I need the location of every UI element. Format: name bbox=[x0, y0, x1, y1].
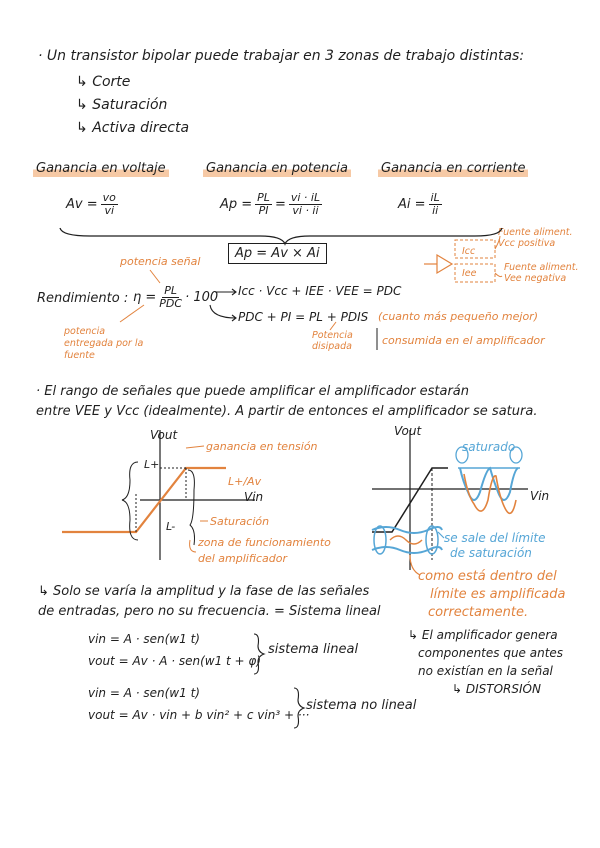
gain-current-title: Ganancia en corriente bbox=[378, 160, 528, 177]
numerator: vi · iL bbox=[290, 191, 321, 204]
denominator: vi bbox=[104, 204, 115, 217]
note-potencia-senal: potencia señal bbox=[120, 255, 201, 268]
range-line-1: · El rango de señales que puede amplificar el amplificador estarán bbox=[36, 384, 469, 399]
zone-label: Activa directa bbox=[92, 120, 190, 136]
linear-brace bbox=[254, 634, 264, 674]
right-graph-yaxis-label: Vout bbox=[394, 424, 422, 438]
denominator: ii bbox=[432, 204, 439, 217]
pdc-expression: Icc · Vcc + IEE · VEE = PDC bbox=[238, 284, 402, 298]
left-graph bbox=[62, 430, 255, 560]
right-graph bbox=[372, 430, 528, 575]
label-lminus: L- bbox=[166, 520, 176, 533]
label-zona-2: del amplificador bbox=[198, 552, 287, 565]
range-line-2: entre VEE y Vcc (idealmente). A partir de entonces el amplificador se satura. bbox=[36, 404, 538, 419]
denominator: PI bbox=[258, 204, 269, 217]
label-ganancia-tension: ganancia en tensión bbox=[206, 440, 318, 453]
distortion-line-1: ↳ El amplificador genera bbox=[408, 628, 558, 642]
label-iee: Iee bbox=[462, 268, 477, 279]
label-dentro-2: límite es amplificada bbox=[430, 587, 566, 602]
label-zona-1: zona de funcionamiento bbox=[198, 536, 331, 549]
note-potencia-disipada: Potencia disipada bbox=[312, 330, 353, 352]
right-graph-xaxis-label: Vin bbox=[530, 489, 550, 503]
label-saturado: saturado bbox=[462, 440, 516, 454]
distortion-line-4: ↳ DISTORSIÓN bbox=[452, 682, 541, 696]
distortion-line-2: componentes que antes bbox=[418, 646, 564, 660]
zone-item: ↳ Activa directa bbox=[76, 120, 190, 136]
label-icc: Icc bbox=[462, 246, 476, 257]
label-dentro-1: como está dentro del bbox=[418, 569, 557, 584]
note-fuente-negativa: Fuente aliment. Vee negativa bbox=[504, 262, 579, 284]
nonlinear-brace bbox=[294, 688, 304, 728]
intro-text: · Un transistor bipolar puede trabajar en 3 zonas de trabajo distintas: bbox=[38, 48, 525, 64]
rendimiento-label: Rendimiento : bbox=[37, 291, 129, 306]
zone-item: ↳ Corte bbox=[76, 74, 131, 90]
eta: η = bbox=[133, 290, 157, 305]
linear-intro-2: de entradas, pero no su frecuencia. = Sistema lineal bbox=[38, 604, 381, 619]
power-balance: PDC + PI = PL + PDIS bbox=[238, 310, 369, 324]
zone-item: ↳ Saturación bbox=[76, 97, 168, 113]
arrow-to-balance bbox=[210, 305, 236, 318]
arrow-disipada bbox=[330, 322, 336, 330]
nonlinear-label: sistema no lineal bbox=[306, 698, 417, 713]
gains-brace bbox=[60, 228, 502, 244]
linear-intro-1: ↳ Solo se varía la amplitud y la fase de las señales bbox=[38, 584, 370, 599]
note-cuanto: (cuanto más pequeño mejor) bbox=[378, 310, 538, 323]
gain-power-title: Ganancia en potencia bbox=[203, 160, 351, 177]
linear-vout: vout = Av · A · sen(w1 t + φ) bbox=[88, 654, 262, 668]
denominator: vi · ii bbox=[292, 204, 319, 217]
nonlinear-vout: vout = Av · vin + b vin² + c vin³ + ··· bbox=[88, 708, 310, 722]
gain-relation: Ap = Av × Ai bbox=[228, 243, 327, 264]
numerator: iL bbox=[430, 191, 440, 204]
denominator: PDC bbox=[159, 297, 183, 310]
formula-lhs: Ap = bbox=[220, 197, 253, 212]
times-100: · 100 bbox=[185, 290, 219, 305]
equals: = bbox=[274, 197, 286, 212]
linear-vin: vin = A · sen(w1 t) bbox=[88, 632, 200, 646]
label-slope: L+/Av bbox=[228, 475, 262, 488]
numerator: vo bbox=[102, 191, 116, 204]
formula-lhs: Av = bbox=[66, 197, 98, 212]
distortion-line-3: no existían en la señal bbox=[418, 664, 553, 678]
label-sale-1: se sale del límite bbox=[444, 531, 546, 545]
note-consumida: consumida en el amplificador bbox=[382, 334, 545, 347]
formula-lhs: Ai = bbox=[398, 197, 426, 212]
left-graph-xaxis-label: Vin bbox=[244, 490, 264, 504]
gain-voltage-title: Ganancia en voltaje bbox=[33, 160, 169, 177]
left-graph-yaxis-label: Vout bbox=[150, 428, 178, 442]
note-fuente-positiva: Fuente aliment. Vcc positiva bbox=[498, 227, 573, 249]
label-sale-2: de saturación bbox=[450, 546, 532, 560]
nonlinear-vin: vin = A · sen(w1 t) bbox=[88, 686, 200, 700]
amplifier-symbol bbox=[424, 236, 502, 282]
linear-label: sistema lineal bbox=[268, 642, 359, 657]
arrow-potencia-fuente bbox=[120, 305, 144, 322]
label-lplus: L+ bbox=[144, 458, 160, 471]
numerator: PL bbox=[164, 284, 178, 297]
numerator: PL bbox=[257, 191, 270, 204]
arrow-potencia-senal bbox=[150, 270, 160, 283]
note-potencia-fuente: potencia entregada por la fuente bbox=[64, 326, 144, 361]
label-saturacion: Saturación bbox=[210, 515, 270, 528]
zone-label: Corte bbox=[92, 74, 131, 90]
zone-label: Saturación bbox=[92, 97, 168, 113]
label-dentro-3: correctamente. bbox=[428, 605, 529, 620]
